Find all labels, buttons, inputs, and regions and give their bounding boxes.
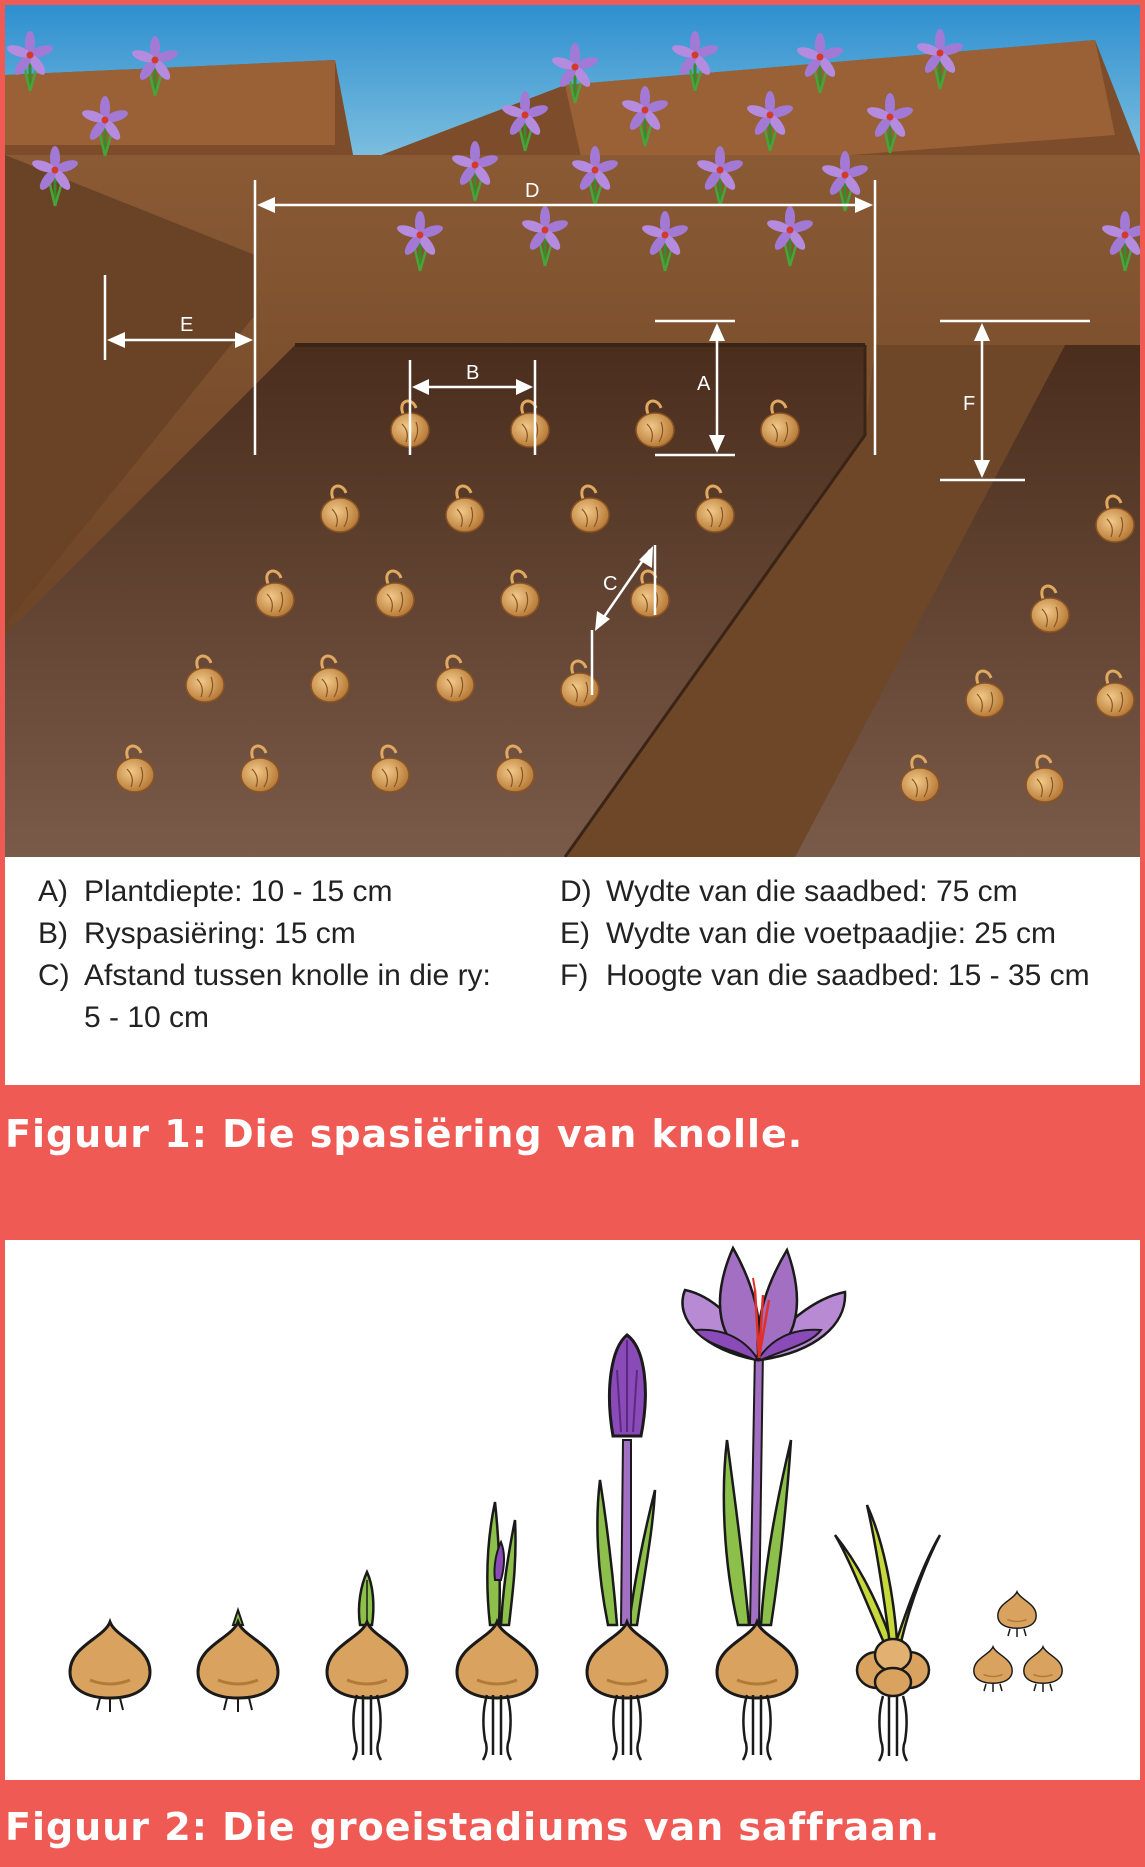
figure-1-legend [5, 857, 1140, 1085]
stage-1-dormant-corm [70, 1622, 150, 1712]
saffron-growth-stages-illustration [5, 1240, 1140, 1780]
legend-item-a: A) Plantdiepte: 10 - 15 cm [38, 875, 393, 908]
legend-item-c-continued: 5 - 10 cm [84, 1001, 210, 1034]
stage-8-daughter-cormlets [974, 1592, 1062, 1692]
dimension-label-b: B [466, 362, 480, 384]
figure-1-caption: Figuur 1: Die spasiëring van knolle. [5, 1112, 804, 1156]
dimension-label-c: C [603, 573, 618, 595]
stage-2-sprouting-corm [198, 1610, 278, 1712]
figure-1-panel [5, 5, 1140, 1085]
legend-item-f: F) Hoogte van die saadbed: 15 - 35 cm [560, 959, 1090, 992]
legend-item-e: E) Wydte van die voetpaadjie: 25 cm [560, 917, 1056, 950]
figure-2-caption: Figuur 2: Die groeistadiums van saffraan. [5, 1805, 941, 1849]
stage-4-leaves-and-bud [457, 1502, 537, 1760]
legend-item-b: B) Ryspasiëring: 15 cm [38, 917, 356, 950]
legend-item-c: C) Afstand tussen knolle in die ry: [38, 959, 491, 992]
figure-2-panel [5, 1240, 1140, 1780]
stage-3-shoot [327, 1572, 407, 1760]
dimension-label-e: E [180, 314, 194, 336]
stage-5-flower-bud [587, 1335, 667, 1760]
legend-item-d: D) Wydte van die saadbed: 75 cm [560, 875, 1018, 908]
stage-6-open-flower [682, 1248, 845, 1760]
dimension-label-f: F [963, 393, 976, 415]
dimension-label-a: A [697, 373, 711, 395]
stage-7-cormlets-forming [835, 1505, 940, 1761]
corm-spacing-illustration [5, 5, 1140, 857]
dimension-label-d: D [525, 180, 540, 202]
